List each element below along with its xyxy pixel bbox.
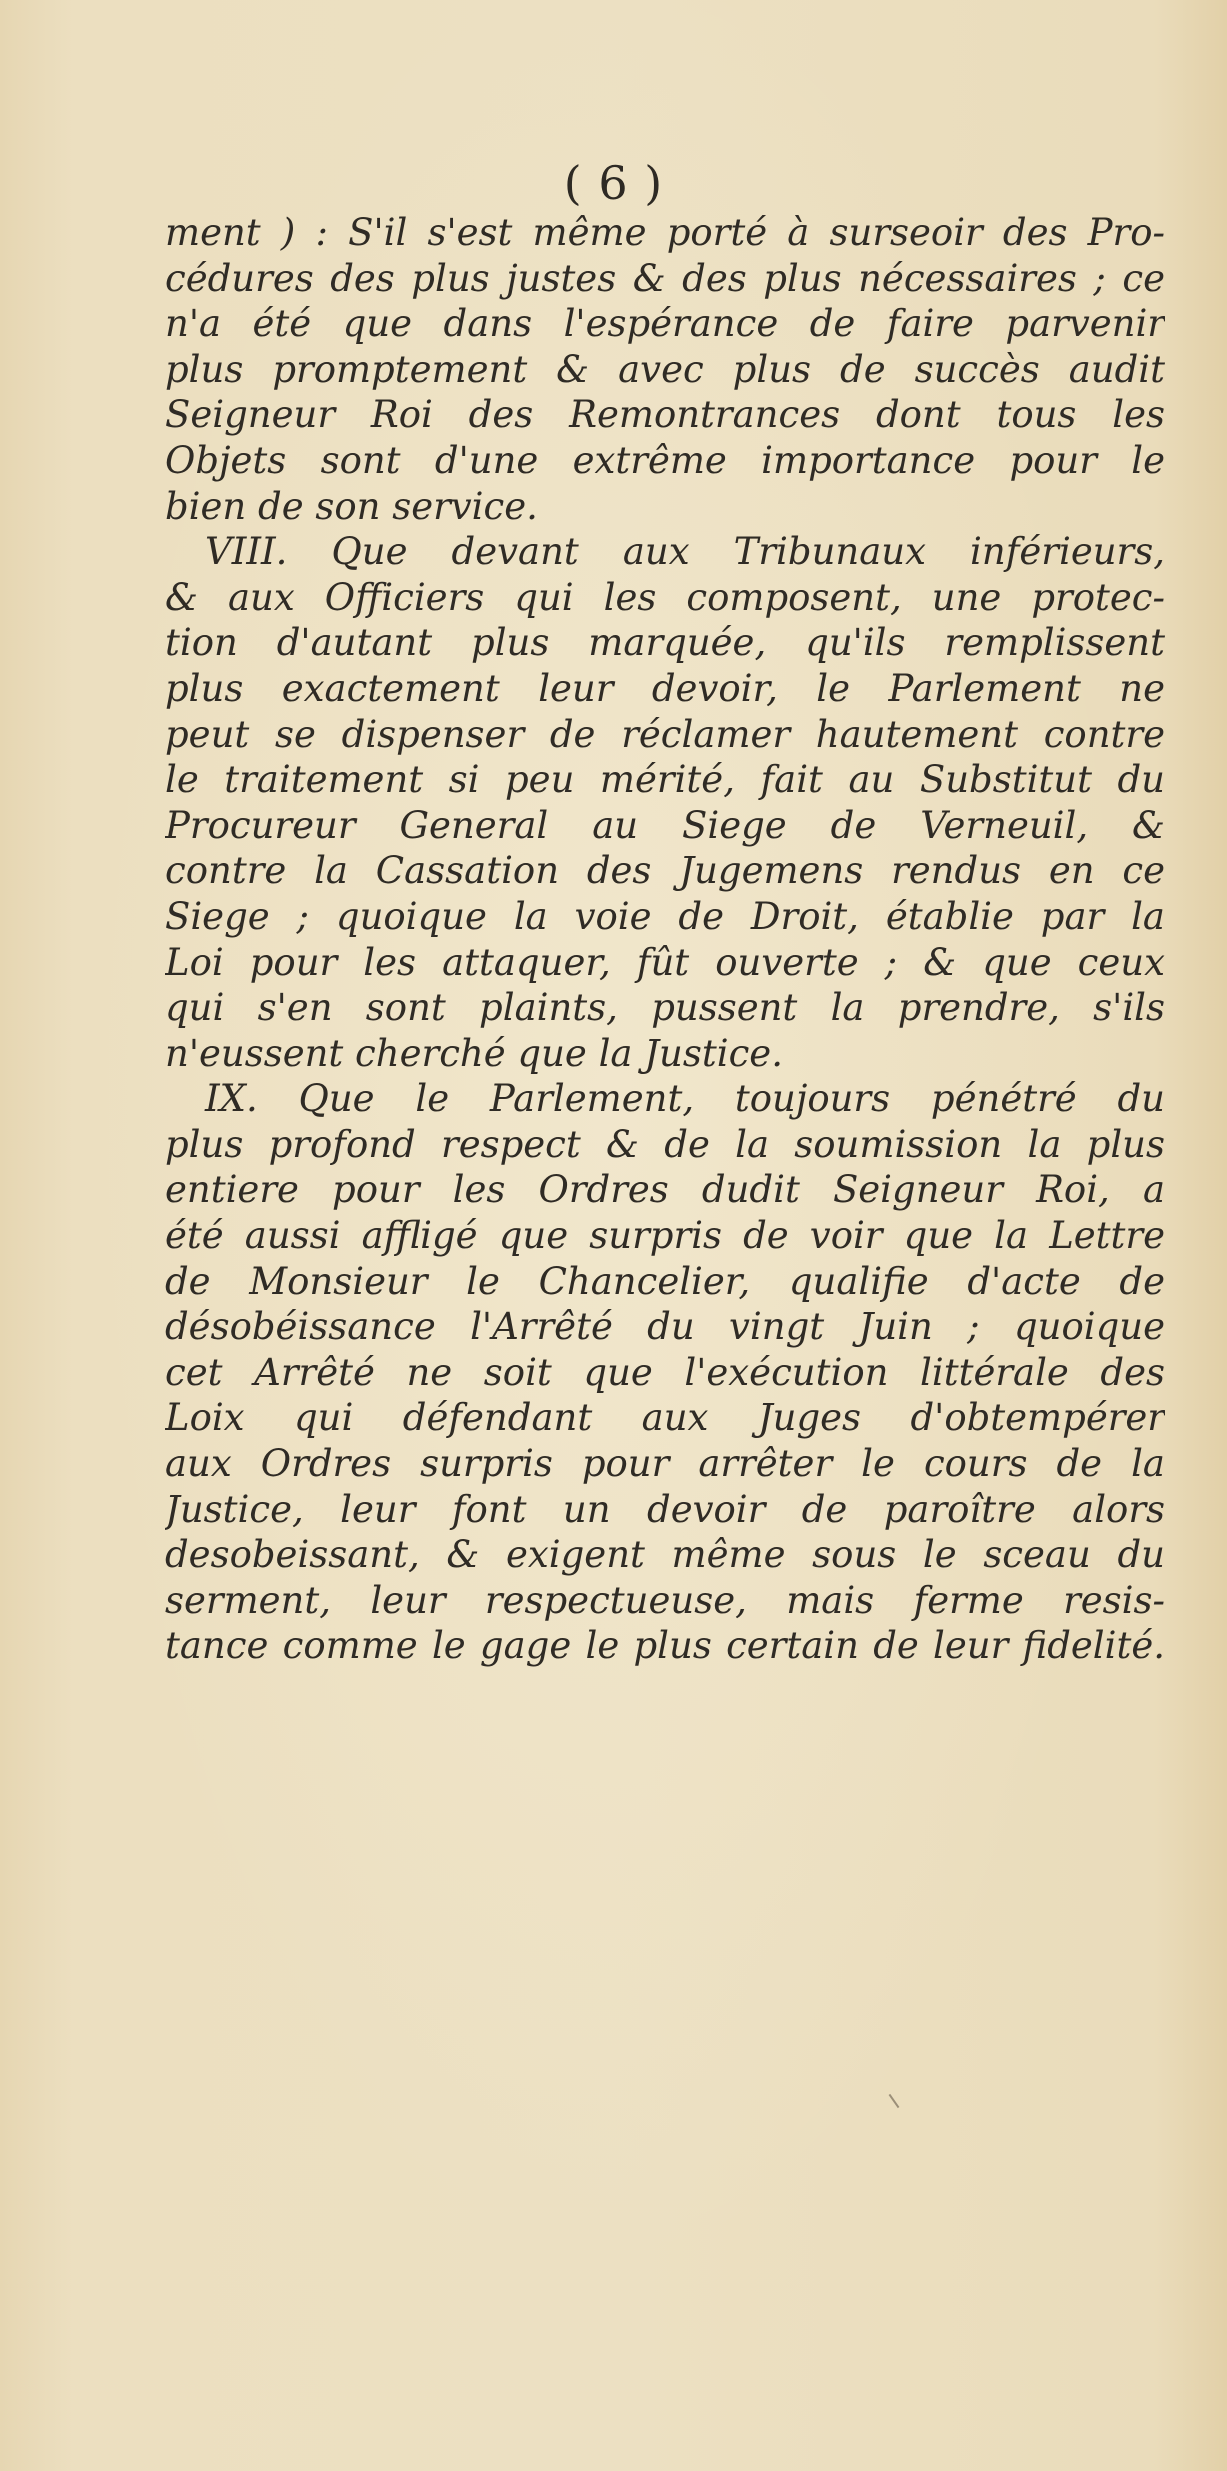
text-line: plus exactement leur devoir, le Parlement ne <box>165 666 1165 710</box>
text-line: Loix qui défendant aux Juges d'obtempérer <box>165 1396 1165 1440</box>
article-heading-viii: VIII. Que devant aux Tribunaux inférieurs, <box>205 530 1165 574</box>
text-line: Justice, leur font un devoir de paroître alors <box>165 1487 1165 1531</box>
text-line: Objets sont d'une extrême importance pour le <box>165 438 1165 482</box>
text-line: Procureur General au Siege de Verneuil, & <box>165 803 1165 847</box>
text-line: serment, leur respectueuse, mais ferme resis- <box>165 1578 1165 1622</box>
text-line: cet Arrêté ne soit que l'exécution littérale des <box>165 1350 1165 1394</box>
text-line: aux Ordres surpris pour arrêter le cours de la <box>165 1442 1165 1486</box>
text-line: cédures des plus justes & des plus nécessaires ; ce <box>165 256 1165 300</box>
text-line: & aux Officiers qui les composent, une protec- <box>165 575 1165 619</box>
text-line: été aussi affligé que surpris de voir que la Lettre <box>165 1214 1165 1258</box>
text-line: contre la Cassation des Jugemens rendus en ce <box>165 849 1165 893</box>
text-line: plus profond respect & de la soumission la plus <box>165 1122 1165 1166</box>
text-line: désobéissance l'Arrêté du vingt Juin ; quoique <box>165 1305 1165 1349</box>
article-heading-ix: IX. Que le Parlement, toujours pénétré du <box>205 1077 1165 1121</box>
text-line: tion d'autant plus marquée, qu'ils remplissent <box>165 621 1165 665</box>
text-line: desobeissant, & exigent même sous le sceau du <box>165 1533 1165 1577</box>
page-number: ( 6 ) <box>563 156 664 210</box>
text-line: tance comme le gage le plus certain de leur fidelité. <box>165 1624 1165 1668</box>
ink-mark <box>889 2094 900 2108</box>
text-line: de Monsieur le Chancelier, qualifie d'acte de <box>165 1259 1165 1303</box>
text-line: qui s'en sont plaints, pussent la prendre, s'ils <box>165 986 1165 1030</box>
text-line: entiere pour les Ordres dudit Seigneur Roi, a <box>165 1168 1165 1212</box>
text-line: Loi pour les attaquer, fût ouverte ; & que ceux <box>165 940 1165 984</box>
text-line: Seigneur Roi des Remontrances dont tous les <box>165 393 1165 437</box>
text-line: Siege ; quoique la voie de Droit, établie par la <box>165 894 1165 938</box>
text-line: bien de son service. <box>165 484 538 528</box>
body-text <box>165 210 1165 1669</box>
text-line: plus promptement & avec plus de succès audit <box>165 347 1165 391</box>
text-line: n'a été que dans l'espérance de faire parvenir <box>165 302 1165 346</box>
text-line: n'eussent cherché que la Justice. <box>165 1031 783 1075</box>
text-line: le traitement si peu mérité, fait au Substitut du <box>165 758 1165 802</box>
text-line: ment ) : S'il s'est même porté à surseoir des Pro- <box>165 211 1165 254</box>
text-line: peut se dispenser de réclamer hautement contre <box>165 712 1165 756</box>
